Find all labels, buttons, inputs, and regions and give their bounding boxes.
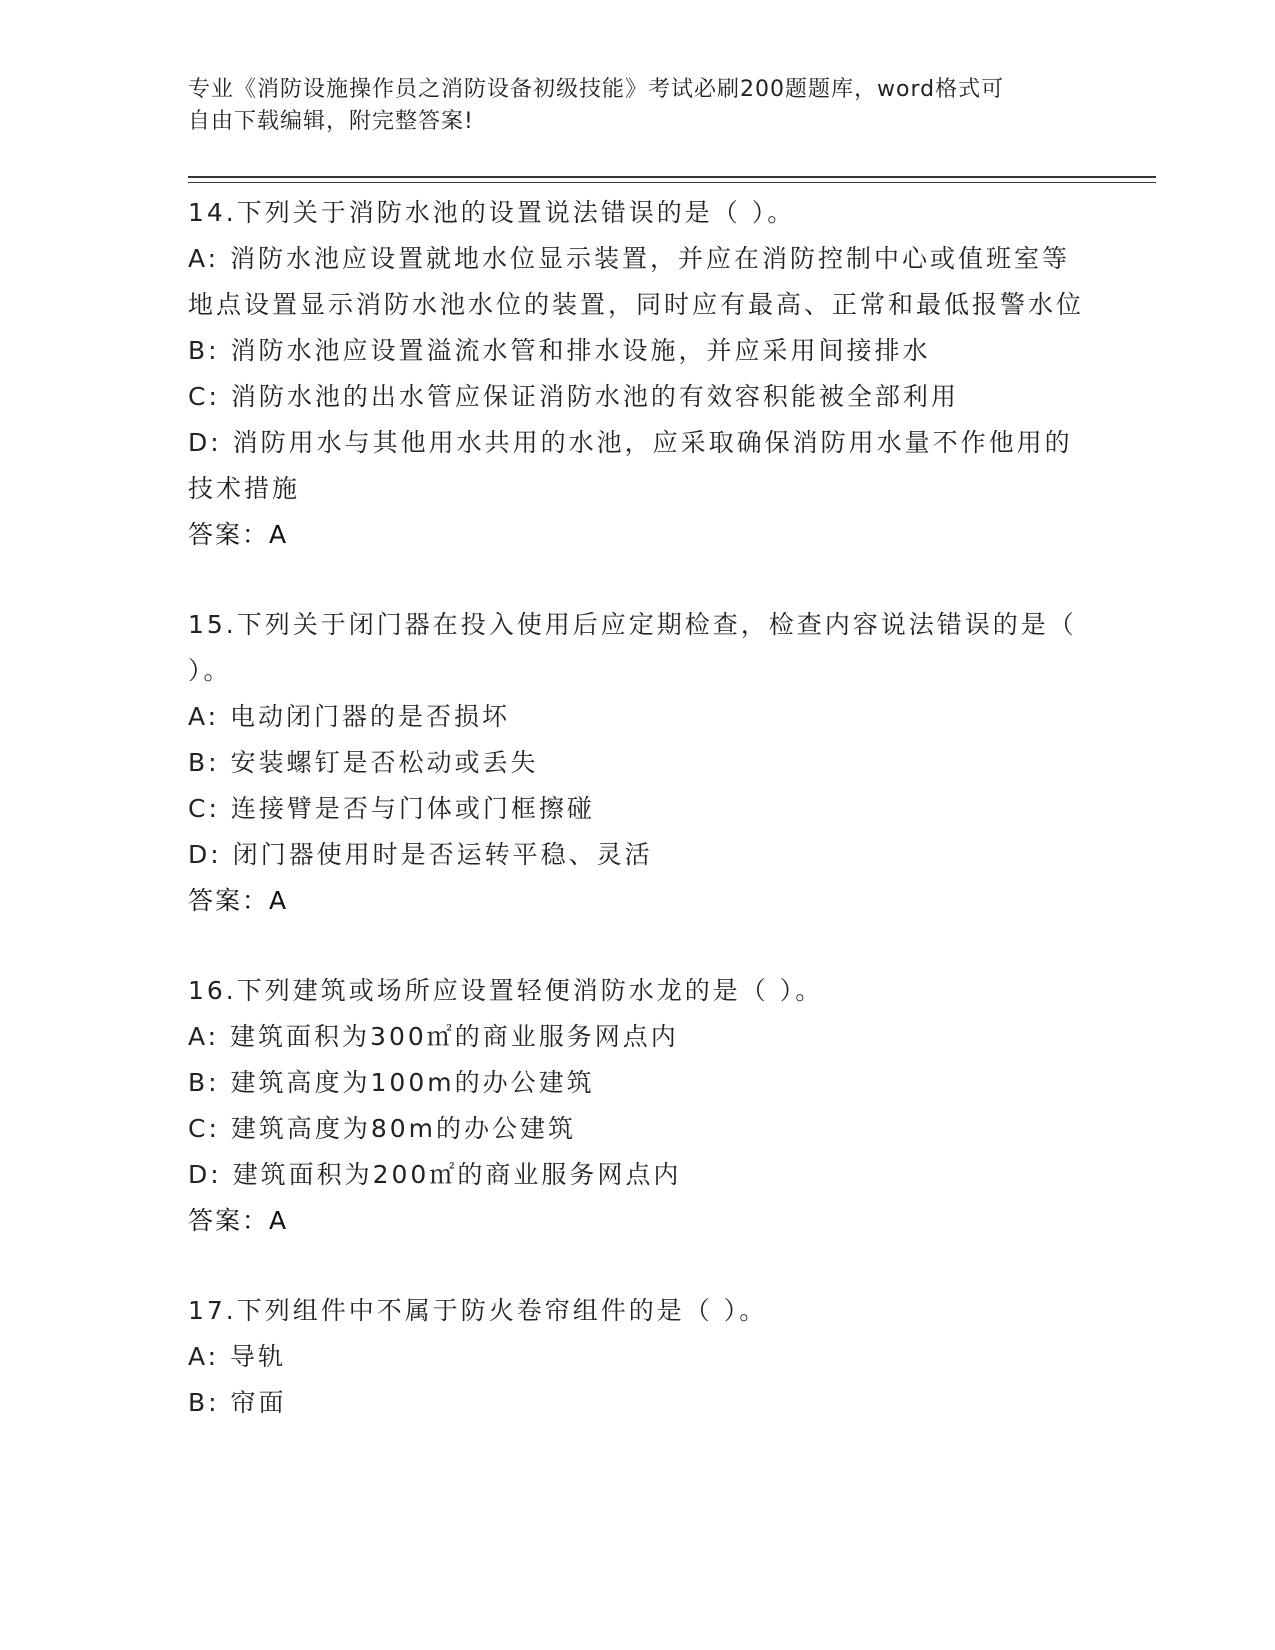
question-16 — [188, 968, 1088, 1244]
option-b: B: 消防水池应设置溢流水管和排水设施，并应采用间接排水 — [188, 336, 931, 365]
option-c: C: 连接臂是否与门体或门框擦碰 — [188, 794, 595, 823]
option-a: A: 电动闭门器的是否损坏 — [188, 702, 511, 731]
question-text: 16.下列建筑或场所应设置轻便消防水龙的是（ ）。 — [188, 976, 824, 1005]
question-text: 14.下列关于消防水池的设置说法错误的是（ ）。 — [188, 198, 796, 227]
option-c: C: 建筑高度为80m的办公建筑 — [188, 1114, 576, 1143]
option-a: A: 消防水池应设置就地水位显示装置，并应在消防控制中心或值班室等地点设置显示消防水池水位的装置，同时应有最高、正常和最低报警水位 — [188, 244, 1085, 319]
option-b: B: 建筑高度为100m的办公建筑 — [188, 1068, 595, 1097]
question-15 — [188, 602, 1088, 924]
option-d: D: 建筑面积为200㎡的商业服务网点内 — [188, 1160, 682, 1189]
option-b: B: 帘面 — [188, 1388, 287, 1417]
document-header — [188, 74, 1088, 138]
option-c: C: 消防水池的出水管应保证消防水池的有效容积能被全部利用 — [188, 382, 959, 411]
header-line-2: 自由下载编辑，附完整答案! — [188, 109, 474, 134]
answer: 答案：A — [188, 886, 289, 915]
question-14 — [188, 190, 1088, 558]
option-a: A: 建筑面积为300㎡的商业服务网点内 — [188, 1022, 679, 1051]
option-a: A: 导轨 — [188, 1342, 287, 1371]
answer: 答案：A — [188, 520, 289, 549]
question-text: 15.下列关于闭门器在投入使用后应定期检查，检查内容说法错误的是（ ）。 — [188, 610, 1077, 685]
option-b: B: 安装螺钉是否松动或丢失 — [188, 748, 539, 777]
question-text: 17.下列组件中不属于防火卷帘组件的是（ ）。 — [188, 1296, 768, 1325]
question-list — [188, 190, 1088, 1470]
option-d: D: 消防用水与其他用水共用的水池，应采取确保消防用水量不作他用的技术措施 — [188, 428, 1073, 503]
option-d: D: 闭门器使用时是否运转平稳、灵活 — [188, 840, 653, 869]
question-17 — [188, 1288, 1088, 1426]
header-divider-thin — [188, 182, 1156, 183]
header-divider-thick — [188, 176, 1156, 178]
header-line-1: 专业《消防设施操作员之消防设备初级技能》考试必刷200题题库，word格式可 — [188, 77, 1005, 102]
answer: 答案：A — [188, 1206, 289, 1235]
